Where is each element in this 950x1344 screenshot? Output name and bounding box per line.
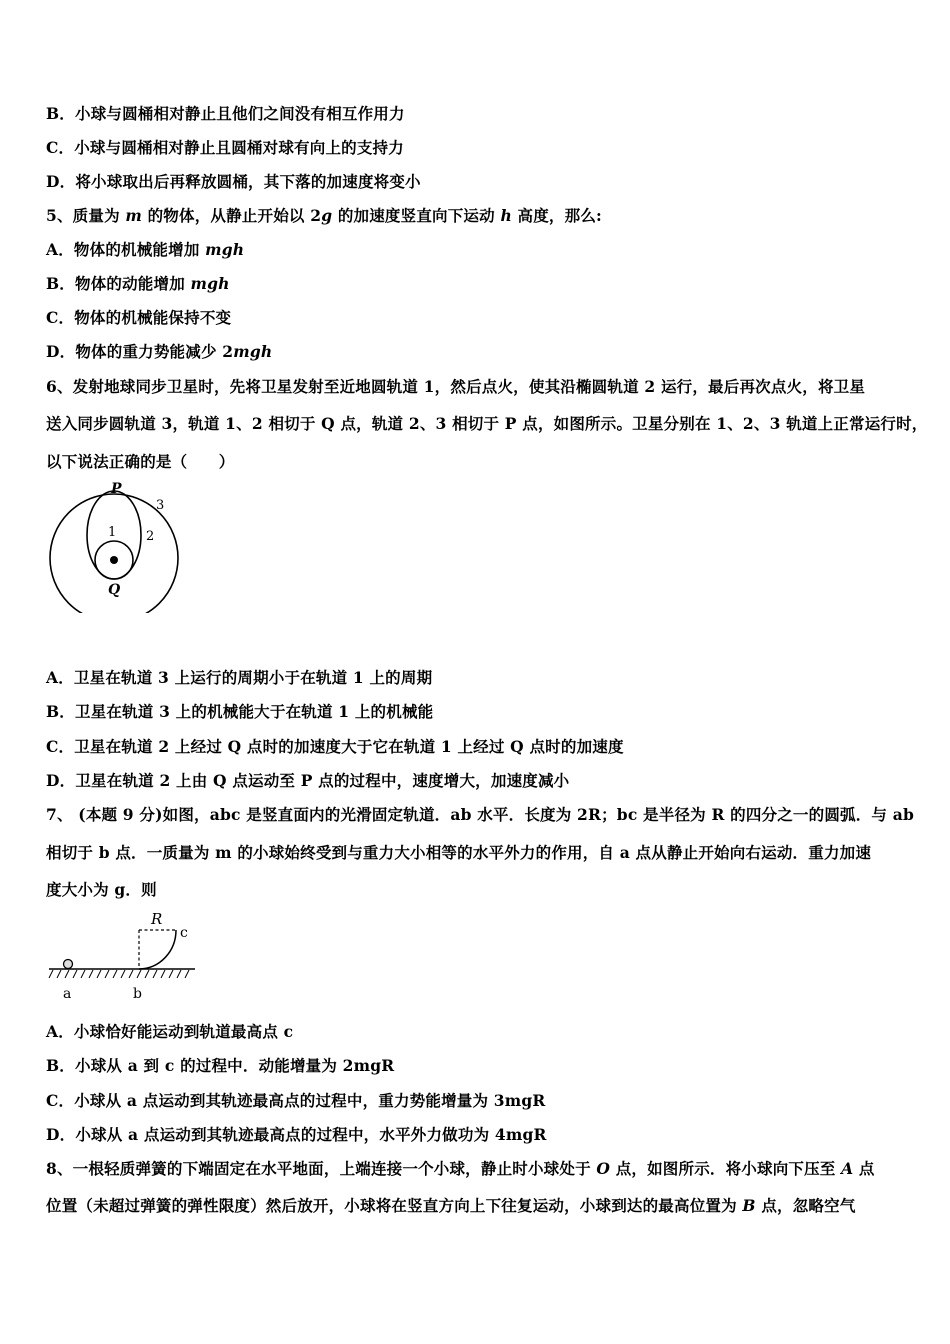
label-a: a: [63, 986, 72, 1002]
label-r: R: [151, 910, 163, 928]
q5-option-c: C．物体的机械能保持不变: [46, 308, 232, 327]
q6-stem-line3: 以下说法正确的是（ ）: [46, 452, 235, 471]
q8-stem-line1: 8、一根轻质弹簧的下端固定在水平地面，上端连接一个小球，静止时小球处于 O 点，如图所示．将小球向下压至 A 点: [46, 1159, 875, 1178]
q7-option-a: A．小球恰好能运动到轨道最高点 c: [46, 1022, 294, 1041]
q6-option-a: A．卫星在轨道 3 上运行的周期小于在轨道 1 上的周期: [46, 668, 433, 687]
q8-stem-line2: 位置（未超过弹簧的弹性限度）然后放开，小球将在竖直方向上下往复运动，小球到达的最高位置为 B 点，忽略空气: [46, 1196, 856, 1215]
q6-option-b: B．卫星在轨道 3 上的机械能大于在轨道 1 上的机械能: [46, 702, 434, 721]
label-p: P: [111, 481, 122, 497]
q6-option-c: C．卫星在轨道 2 上经过 Q 点时的加速度大于它在轨道 1 上经过 Q 点时的加速度: [46, 737, 624, 756]
q7-option-b: B．小球从 a 到 c 的过程中．动能增量为 2mgR: [46, 1056, 395, 1075]
label-b: b: [133, 986, 142, 1002]
label-c: c: [180, 925, 188, 941]
ball: [64, 960, 73, 969]
q7-stem-line1: 7、 (本题 9 分)如图，abc 是竖直面内的光滑固定轨道．ab 水平．长度为 2R；bc 是半径为 R 的四分之一的圆弧．与 ab: [46, 805, 915, 824]
ground-hatching: [49, 970, 189, 978]
q4-option-b: B．小球与圆桶相对静止且他们之间没有相互作用力: [46, 104, 405, 123]
q6-stem-line1: 6、发射地球同步卫星时，先将卫星发射至近地圆轨道 1，然后点火，使其沿椭圆轨道 2 运行，最后再次点火，将卫星: [46, 377, 866, 396]
q5-option-a: A．物体的机械能增加 mgh: [46, 240, 245, 259]
q4-option-d: D．将小球取出后再释放圆桶，其下落的加速度将变小: [46, 172, 421, 191]
earth-dot: [110, 556, 118, 564]
label-1: 1: [108, 525, 117, 540]
q6-stem-line2: 送入同步圆轨道 3，轨道 1、2 相切于 Q 点，轨道 2、3 相切于 P 点，如图所示。卫星分别在 1、2、3 轨道上正常运行时，: [46, 414, 928, 433]
quarter-arc-bc: [139, 930, 176, 969]
label-2: 2: [146, 529, 155, 544]
orbit-diagram: [40, 478, 190, 613]
q5-option-b: B．物体的动能增加 mgh: [46, 274, 230, 293]
q4-option-c: C．小球与圆桶相对静止且圆桶对球有向上的支持力: [46, 138, 404, 157]
label-3: 3: [156, 498, 165, 513]
q7-option-d: D．小球从 a 点运动到其轨迹最高点的过程中，水平外力做功为 4mgR: [46, 1125, 547, 1144]
q6-option-d: D．卫星在轨道 2 上由 Q 点运动至 P 点的过程中，速度增大，加速度减小: [46, 771, 570, 790]
q7-stem-line3: 度大小为 g．则: [46, 880, 157, 899]
q5-option-d: D．物体的重力势能减少 2mgh: [46, 342, 273, 361]
q5-stem: 5、质量为 m 的物体，从静止开始以 2g 的加速度竖直向下运动 h 高度，那么:: [46, 206, 602, 225]
q7-option-c: C．小球从 a 点运动到其轨迹最高点的过程中，重力势能增量为 3mgR: [46, 1091, 546, 1110]
label-q: Q: [108, 582, 121, 598]
track-diagram: [45, 908, 205, 1003]
q7-stem-line2: 相切于 b 点．一质量为 m 的小球始终受到与重力大小相等的水平外力的作用，自 a 点从静止开始向右运动．重力加速: [46, 843, 872, 862]
